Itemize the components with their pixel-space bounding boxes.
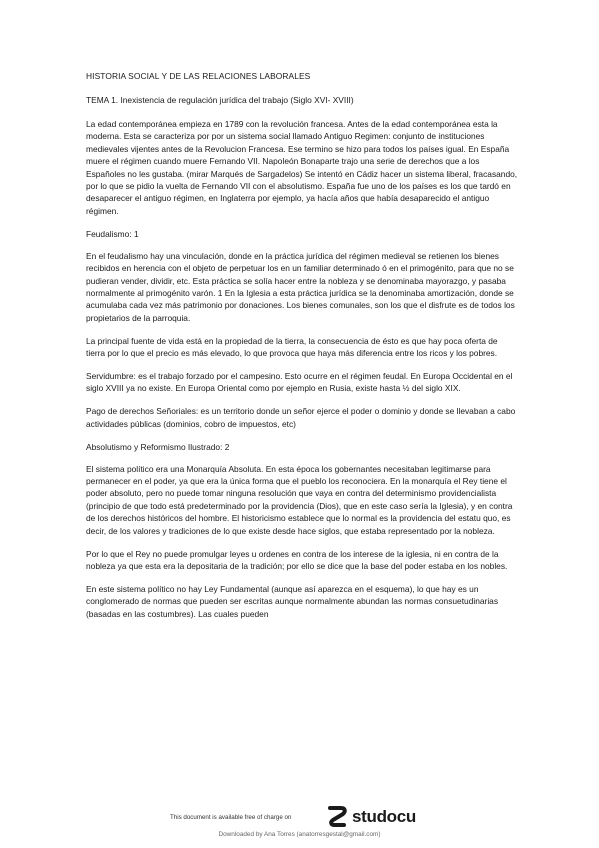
studocu-brand-text[interactable]: studocu	[352, 807, 417, 826]
section-heading-feudalismo: Feudalismo: 1	[86, 228, 139, 239]
footer-branding	[170, 806, 430, 830]
paragraph-rey: Por lo que el Rey no puede promulgar leyes u ordenes en contra de los interese de la iglesia, ni en contra de la nobleza ya que esta era la depositaria de la tradición; por ello se dice que la base del poder estaba en los nobles.	[86, 548, 508, 571]
section-heading-absolutismo: Absolutismo y Reformismo Ilustrado: 2	[86, 441, 230, 452]
paragraph-feudalismo: En el feudalismo hay una vinculación, donde en la práctica jurídica del régimen medieval se retienen los bienes recibidos en herencia con el objeto de perpetuar los en un familiar determinado ó en el primogénito, para que no se pudieran vender, dividir, etc. Esta práctica se solía hacer entre la nobleza y se denominaba mayorazgo, y pasaba normalmente al primogénito varón. 1 En la Iglesia a esta práctica jurídica se la denominaba amortización, donde se acumulaba cada vez más patrimonio por donaciones. Los bienes comunales, son los que el disfrute es de todos los propietarios de la parroquia.	[86, 250, 515, 323]
topic-heading: TEMA 1. Inexistencia de regulación jurídica del trabajo (Siglo XVI- XVIII)	[86, 95, 354, 105]
paragraph-tierra: La principal fuente de vida está en la propiedad de la tierra, la consecuencia de ésto es que hay poca oferta de tierra por lo que el precio es más elevado, lo que provoca que haya más diferencia entre los ricos y los pobres.	[86, 335, 498, 359]
free-notice: This document is available free of charge on	[170, 814, 292, 821]
studocu-logo-icon[interactable]	[326, 806, 348, 830]
document-body	[86, 70, 518, 631]
document-title: HISTORIA SOCIAL Y DE LAS RELACIONES LABORALES	[86, 71, 311, 81]
paragraph-monarquia: El sistema político era una Monarquía Absoluta. En esta época los gobernantes necesitaban legitimarse para permanecer en el poder, ya que era la única forma que el pueblo los reconociera. En la monarquía el Rey tiene el poder absoluto, pero no puede tomar ninguna resolución que vaya en contra del determinismo providencialista (principio de que todo está predeterminado por la providencia (Dios), que en este caso sería la Iglesia), y en contra de los derechos históricos del hombre. El historicismo establece que lo normal es la providencia del estatu quo, es decir, de los valores y tradiciones de lo que existe desde hace siglos, que estaba representado por la nobleza.	[86, 463, 513, 536]
download-notice: Downloaded by Ana Torres (anatorresgestal@gmail.com)	[218, 831, 381, 838]
paragraph-intro: La edad contemporánea empieza en 1789 con la revolución francesa. Antes de la edad contemporánea esta la moderna. Esta se caracteriza por por un sistema social llamado Antiguo Regimen: conjunto de instituciones medievales vijentes antes de la Revolucion Francesa. Ese termino se hizo para todos los países igual. En España muere el régimen cuando muere Fernando VII. Napoleón Bonaparte trajo una serie de derechos que a los Españoles no les gustaba. (mirar Marqués de Sargadelos) Se intentó en Cádiz hacer un sistema liberal, fracasando, por lo que se pidio la vuelta de Fernando VII con el absolutismo. España fue uno de los países es los que tardó en desaparecer el antiguo régimen, en Inglaterra por ejemplo, ya hacía años que había desaparecido el antiguo régimen.	[86, 119, 518, 216]
paragraph-servidumbre: Servidumbre: es el trabajo forzado por el campesino. Esto ocurre en el régimen feudal. En Europa Occidental en el siglo XVIII ya no existe. En Europa Oriental como por ejemplo en Rusia, existe hasta ½ del siglo XIX.	[86, 371, 513, 394]
page-footer	[0, 800, 599, 848]
paragraph-derechos-senoriales: Pago de derechos Señoriales: es un territorio donde un señor ejerce el poder o dominio y donde se llevaban a cabo actividades públicas (dominios, cobro de impuestos, etc)	[86, 406, 516, 429]
paragraph-ley-fundamental: En este sistema político no hay Ley Fundamental (aunque así aparezca en el esquema), lo que hay es un conglomerado de normas que pueden ser escritas aunque normalmente abundan las normas consuetudinarias (basadas en las costumbres). Las cuales pueden	[86, 583, 499, 619]
